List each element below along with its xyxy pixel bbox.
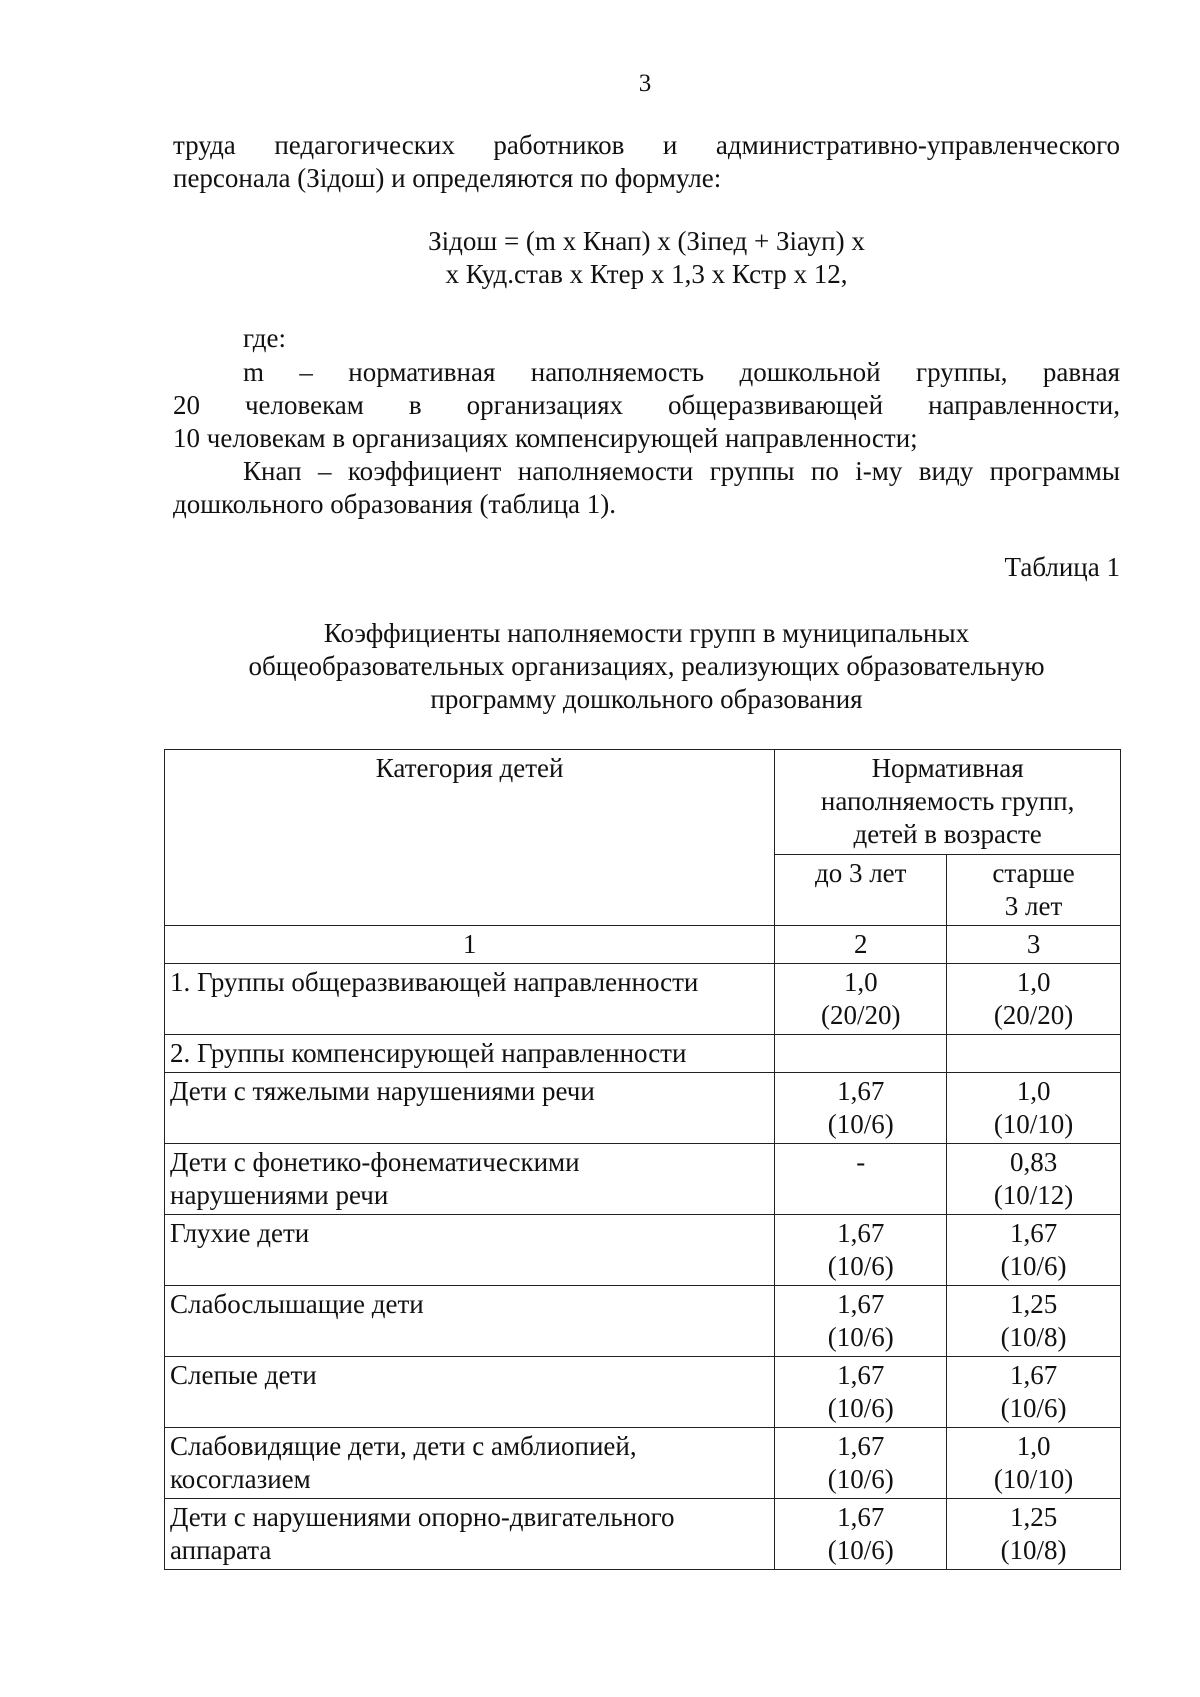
group-ratio: (20/20)	[993, 1000, 1074, 1030]
coefficient-value: 1,0	[1016, 1076, 1051, 1106]
header-normative	[775, 750, 1121, 855]
coefficient-value: 1,67	[837, 1218, 885, 1248]
over-3-cell	[947, 1286, 1121, 1357]
category-line-1: Слабовидящие дети, дети с амблиопией,	[170, 1431, 637, 1461]
m-definition-line-2: 20 человекам в организациях общеразвивающей направленности,	[173, 390, 1120, 420]
category-cell	[165, 1286, 775, 1357]
coefficients-table	[164, 749, 1121, 1570]
coefficient-value: 1,67	[1009, 1360, 1058, 1390]
coefficient-value: 1,67	[1009, 1218, 1058, 1248]
category-cell	[165, 1428, 775, 1499]
category-line-1: Слепые дети	[170, 1360, 317, 1390]
coefficient-value: 1,0	[1016, 967, 1051, 997]
table-row	[165, 964, 1121, 1035]
coefficient-value: -	[856, 1147, 866, 1177]
category-cell	[165, 1144, 775, 1215]
intro-line-2: персонала (Зiдош) и определяются по формуле:	[173, 163, 722, 193]
category-cell	[165, 1215, 775, 1286]
group-ratio: (10/8)	[1000, 1535, 1067, 1565]
under-3-cell	[775, 1499, 947, 1570]
table-caption	[173, 617, 1120, 716]
table-row	[165, 1357, 1121, 1428]
coefficient-value: 1,67	[837, 1289, 885, 1319]
coefficient-value: 1,67	[837, 1360, 885, 1390]
header-normative-line-2: наполняемость групп,	[820, 786, 1075, 816]
over-3-cell	[947, 1428, 1121, 1499]
m-definition-line-1: m – нормативная наполняемость дошкольной группы, равная	[243, 357, 1120, 387]
category-line-1: 2. Группы компенсирующей направленности	[170, 1038, 687, 1068]
intro-line-1: труда педагогических работников и административно-управленческого	[173, 130, 1120, 160]
header-under-3: до 3 лет	[775, 855, 947, 926]
over-3-cell	[947, 1073, 1121, 1144]
coefficient-value: 1,0	[1016, 1431, 1051, 1461]
table-row	[165, 1073, 1121, 1144]
coefficient-value: 1,67	[837, 1502, 885, 1532]
over-3-cell	[947, 1357, 1121, 1428]
over-3-cell	[947, 1215, 1121, 1286]
column-number-row	[165, 926, 1121, 964]
table-caption-line-3: программу дошкольного образования	[430, 684, 863, 714]
table-row	[165, 1215, 1121, 1286]
under-3-cell	[775, 1035, 947, 1073]
table-caption-line-1: Коэффициенты наполняемости групп в муниципальных	[323, 618, 970, 648]
table-number: Таблица 1	[1004, 552, 1120, 582]
category-line-1: Дети с фонетико-фонематическими	[170, 1147, 580, 1177]
header-over-3-line-1: старше	[992, 858, 1075, 888]
header-category: Категория детей	[165, 750, 775, 926]
under-3-cell	[775, 964, 947, 1035]
formula	[173, 225, 1120, 291]
header-over-3	[947, 855, 1121, 926]
under-3-cell	[775, 1357, 947, 1428]
category-line-2: аппарата	[170, 1535, 272, 1565]
coefficient-value: 1,25	[1009, 1289, 1058, 1319]
knap-definition-line-1: Кнап – коэффициент наполняемости группы по i-му виду программы	[243, 456, 1120, 486]
m-definition	[173, 356, 1120, 455]
header-over-3-line-2: 3 лет	[1004, 891, 1063, 921]
table-row	[165, 1499, 1121, 1570]
table-row	[165, 1286, 1121, 1357]
coefficient-value: 1,25	[1009, 1502, 1058, 1532]
group-ratio: (10/6)	[827, 1322, 894, 1352]
category-cell	[165, 1073, 775, 1144]
where-label: где:	[243, 323, 286, 353]
group-ratio: (10/6)	[827, 1109, 894, 1139]
category-line-1: Дети с нарушениями опорно-двигательного	[170, 1502, 675, 1532]
group-ratio: (20/20)	[820, 1000, 901, 1030]
page-number: 3	[638, 70, 652, 97]
group-ratio: (10/6)	[827, 1251, 894, 1281]
column-number-1: 1	[165, 926, 775, 964]
coefficient-value: 1,67	[837, 1431, 885, 1461]
category-line-1: Слабослышащие дети	[170, 1289, 424, 1319]
header-normative-line-1: Нормативная	[871, 753, 1024, 783]
group-ratio: (10/6)	[827, 1464, 894, 1494]
formula-line-2: x Куд.став x Ктер x 1,3 x Кстр x 12,	[445, 259, 848, 289]
category-line-1: 1. Группы общеразвивающей направленности	[170, 967, 699, 997]
under-3-cell	[775, 1286, 947, 1357]
header-normative-line-3: детей в возрасте	[853, 819, 1042, 849]
group-ratio: (10/6)	[1000, 1393, 1067, 1423]
category-line-2: нарушениями речи	[170, 1180, 389, 1210]
under-3-cell	[775, 1144, 947, 1215]
category-cell	[165, 964, 775, 1035]
table-row	[165, 1035, 1121, 1073]
header-row	[165, 750, 1121, 855]
intro-paragraph	[173, 129, 1120, 195]
group-ratio: (10/10)	[993, 1464, 1074, 1494]
formula-line-1: Зiдош = (m x Кнап) x (Зiпед + Зiауп) x	[428, 226, 865, 256]
column-number-3: 3	[947, 926, 1121, 964]
group-ratio: (10/6)	[827, 1393, 894, 1423]
over-3-cell	[947, 1144, 1121, 1215]
under-3-cell	[775, 1073, 947, 1144]
category-line-1: Глухие дети	[170, 1218, 310, 1248]
over-3-cell	[947, 1499, 1121, 1570]
category-line-1: Дети с тяжелыми нарушениями речи	[170, 1076, 595, 1106]
category-cell	[165, 1035, 775, 1073]
group-ratio: (10/10)	[993, 1109, 1074, 1139]
column-number-2: 2	[775, 926, 947, 964]
table-caption-line-2: общеобразовательных организациях, реализующих образовательную	[248, 651, 1045, 681]
coefficient-value: 1,0	[843, 967, 878, 997]
category-cell	[165, 1499, 775, 1570]
table-row	[165, 1144, 1121, 1215]
group-ratio: (10/6)	[1000, 1251, 1067, 1281]
coefficient-value: 0,83	[1009, 1147, 1058, 1177]
over-3-cell	[947, 964, 1121, 1035]
under-3-cell	[775, 1428, 947, 1499]
over-3-cell	[947, 1035, 1121, 1073]
group-ratio: (10/12)	[993, 1180, 1074, 1210]
knap-definition	[173, 455, 1120, 521]
under-3-cell	[775, 1215, 947, 1286]
table-row	[165, 1428, 1121, 1499]
knap-definition-line-2: дошкольного образования (таблица 1).	[173, 489, 616, 519]
group-ratio: (10/6)	[827, 1535, 894, 1565]
group-ratio: (10/8)	[1000, 1322, 1067, 1352]
coefficient-value: 1,67	[837, 1076, 885, 1106]
category-line-2: косоглазием	[170, 1464, 311, 1494]
category-cell	[165, 1357, 775, 1428]
m-definition-line-3: 10 человекам в организациях компенсирующей направленности;	[173, 423, 918, 453]
